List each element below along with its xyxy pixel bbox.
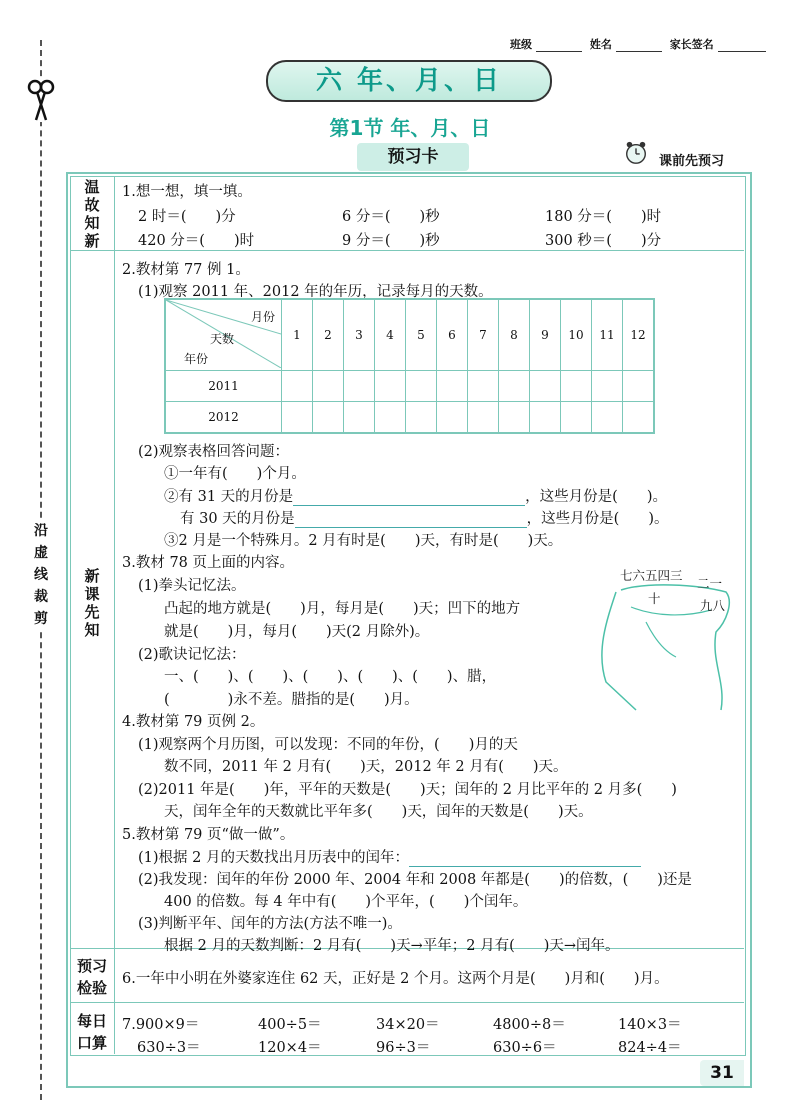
fill-blank[interactable]: ( )永不差。腊指的是( )月。 [164,692,419,708]
fill-blank[interactable]: ①一年有( )个月。 [164,466,306,482]
fill-blank[interactable]: (2)我发现：闰年的年份 2000 年、2004 年和 2008 年都是( )的倍数，( )还是 [138,872,692,888]
fill-blank[interactable]: (1)观察两个月历图，可以发现：不同的年份，( )月的天 [138,737,518,753]
fist-label: 十 [648,591,661,606]
answer-cell[interactable] [468,371,499,402]
question-4: 4.教材第 79 页例 2。 [122,714,265,730]
month-header: 10 [561,299,592,371]
side-label-check: 预习 检验 [76,957,107,997]
month-header: 11 [592,299,623,371]
fill-blank[interactable]: 6 分＝( )秒 [342,209,440,225]
year-label: 2011 [165,371,282,402]
question-6[interactable]: 6.一年中小明在外婆家连住 62 天，正好是 2 个月。这两个月是( )月和( )月。 [122,971,669,987]
mental-math[interactable]: 400÷5＝ [258,1017,322,1033]
fill-blank[interactable]: 420 分＝( )时 [138,233,255,249]
mental-math[interactable]: 630÷6＝ [493,1040,557,1056]
corner-days: 天数 [210,332,235,346]
student-info: 班级 姓名 家长签名 [510,36,770,52]
answer-cell[interactable] [623,371,655,402]
answer-cell[interactable] [313,371,344,402]
fill-blank-line[interactable]: 有 30 天的月份是 ，这些月份是( )。 [180,511,669,527]
side-label-mental: 每日 口算 [76,1012,107,1052]
answer-cell[interactable] [499,371,530,402]
fill-blank[interactable]: 180 分＝( )时 [545,209,662,225]
answer-cell[interactable] [561,402,592,434]
question-5-part-3: (3)判断平年、闰年的方法(方法不唯一)。 [138,916,402,932]
mental-math[interactable]: 4800÷8＝ [493,1017,566,1033]
parent-sign-field[interactable] [718,39,766,52]
question-2-part-2: (2)观察表格回答问题： [138,444,290,460]
card-title: 预习卡 [357,143,469,171]
answer-cell[interactable] [375,402,406,434]
mental-math[interactable]: 34×20＝ [376,1017,440,1033]
answer-cell[interactable] [592,402,623,434]
mental-math[interactable]: 120×4＝ [258,1040,322,1056]
fill-blank-line[interactable]: (1)根据 2 月的天数找出月历表中的闰年： [138,846,641,867]
fill-blank[interactable]: 400 的倍数。每 4 年中有( )个平年，( )个闰年。 [164,894,528,910]
fill-blank[interactable]: 数不同，2011 年 2 月有( )天，2012 年 2 月有( )天。 [164,759,568,775]
chapter-title: 六 年、月、日 [266,60,552,102]
fill-blank[interactable]: 就是( )月，每月( )天(2 月除外)。 [164,624,430,640]
month-header: 2 [313,299,344,371]
answer-cell[interactable] [344,371,375,402]
answer-cell[interactable] [561,371,592,402]
month-header: 6 [437,299,468,371]
answer-cell[interactable] [282,402,313,434]
fill-blank[interactable]: 300 秒＝( )分 [545,233,662,249]
question-2-part-1: (1)观察 2011 年、2012 年的年历，记录每月的天数。 [138,284,493,300]
cut-instruction: 沿 虚 线 裁 剪 [33,520,49,630]
fill-blank-line[interactable]: ②有 31 天的月份是 ，这些月份是( )。 [164,489,667,505]
scissors-icon [26,78,56,122]
answer-cell[interactable] [375,371,406,402]
month-header: 12 [623,299,655,371]
fist-label: 九八 [700,598,726,613]
mental-math[interactable]: 824÷4＝ [618,1040,682,1056]
answer-cell[interactable] [437,402,468,434]
mental-math[interactable]: 140×3＝ [618,1017,682,1033]
question-3-part-1: (1)拳头记忆法。 [138,578,246,594]
answer-cell[interactable] [623,402,655,434]
fill-blank[interactable]: 根据 2 月的天数判断：2 月有( )天→平年；2 月有( )天→闰年。 [164,938,620,954]
fist-label: 七六五四三 [620,568,683,583]
side-label-new: 新 课 先 知 [84,567,100,639]
month-header: 8 [499,299,530,371]
month-header: 7 [468,299,499,371]
month-header: 1 [282,299,313,371]
table-row [165,402,654,434]
fill-blank[interactable]: 天，闰年全年的天数就比平年多( )天，闰年的天数是( )天。 [164,804,593,820]
fill-blank[interactable]: 凸起的地方就是( )月，每月是( )天；凹下的地方 [164,601,521,617]
month-header: 4 [375,299,406,371]
mental-math[interactable]: 96÷3＝ [376,1040,431,1056]
table-row [165,371,654,402]
answer-cell[interactable] [313,402,344,434]
answer-cell[interactable] [344,402,375,434]
month-header: 3 [344,299,375,371]
table-corner [165,299,282,371]
side-label-review: 温 故 知 新 [84,178,100,250]
fill-blank[interactable]: 一、( )、( )、( )、( )、( )、腊， [164,669,497,685]
question-2: 2.教材第 77 例 1。 [122,262,250,278]
answer-cell[interactable] [530,402,561,434]
mental-math[interactable]: 630÷3＝ [137,1040,201,1056]
month-days-table [164,298,655,434]
question-3-part-2: (2)歌诀记忆法： [138,647,246,663]
class-field[interactable] [536,39,582,52]
section-title: 第1节 年、月、日 [329,116,491,140]
year-label: 2012 [165,402,282,434]
answer-cell[interactable] [499,402,530,434]
page-number: 31 [700,1060,744,1086]
mental-math[interactable]: 7.900×9＝ [122,1017,200,1033]
question-1: 1.想一想，填一填。 [122,184,252,200]
fill-blank[interactable]: (2)2011 年是( )年，平年的天数是( )天；闰年的 2 月比平年的 2 月多( ) [138,782,677,798]
question-5: 5.教材第 79 页“做一做”。 [122,827,295,843]
fist-label: 二一 [697,576,723,591]
answer-cell[interactable] [468,402,499,434]
fill-blank[interactable]: 9 分＝( )秒 [342,233,440,249]
answer-cell[interactable] [282,371,313,402]
answer-cell[interactable] [437,371,468,402]
alarm-clock-icon [623,140,649,166]
corner-year: 年份 [184,352,209,366]
fill-blank[interactable]: 2 时＝( )分 [138,209,236,225]
answer-cell[interactable] [406,371,437,402]
answer-cell[interactable] [406,402,437,434]
corner-month: 月份 [250,310,275,324]
answer-cell[interactable] [592,371,623,402]
answer-cell[interactable] [530,371,561,402]
month-header: 9 [530,299,561,371]
question-3: 3.教材 78 页上面的内容。 [122,555,295,571]
month-header: 5 [406,299,437,371]
name-field[interactable] [616,39,662,52]
fill-blank[interactable]: ③2 月是一个特殊月。2 月有时是( )天，有时是( )天。 [164,533,563,549]
